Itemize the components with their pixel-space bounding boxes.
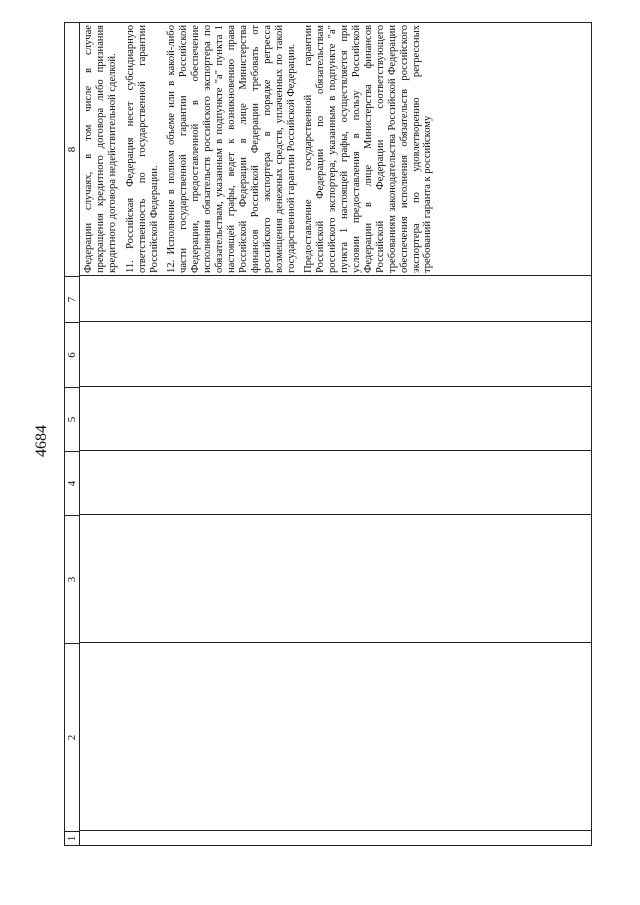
column-header-2: 2	[65, 643, 79, 831]
column-divider	[79, 830, 591, 831]
paragraph-12: 12. Исполнение в полном объеме или в какой-либо части государственной гарантии Российской Федерации, предоставленной в обеспечение исполнения обязательств российского экспортера по обязательствам, указанным в подпункте "а" пункта 1 настоящей графы, ведет к возникновению права Российской Федерации в лице Министерства финансов Российской Федерации требовать от российского экспортера в порядке регресса возмещения денежных средств, уплаченных по такой государственной гарантии Российской Федерации.	[166, 25, 297, 273]
column-header-7: 7	[65, 276, 79, 322]
column-header-8: 8	[66, 146, 78, 153]
column-header-3: 3	[65, 515, 79, 643]
data-table	[64, 22, 592, 846]
rotated-table-sheet	[64, 22, 592, 846]
column-divider	[79, 321, 591, 322]
column-divider	[79, 386, 591, 387]
page-number: 4684	[33, 425, 50, 457]
paragraph: Федерации случаях, в том числе в случае прекращения кредитного договора либо признания кредитного договора недействительной сделкой.	[83, 25, 118, 273]
column-8-text	[83, 25, 440, 273]
column-header-6: 6	[65, 322, 79, 387]
column-header-1: 1	[65, 831, 79, 845]
column-divider	[79, 275, 591, 276]
paragraph: Предоставление государственной гарантии Российской Федерации по обязательствам российского экспортера, указанным в подпункте "а" пункта 1 настоящей графы, осуществляется при условии предоставления в пользу Российской Федерации в лице Министерства финансов Российской Федерации соответствующего требованиям законодательства Российской Федерации обеспечения исполнения обязательств российского экспортера по удовлетворению регрессных требований гаранта к российскому	[303, 25, 434, 273]
column-header-5: 5	[65, 387, 79, 451]
column-header-4: 4	[65, 451, 79, 515]
column-divider	[79, 450, 591, 451]
column-divider	[79, 514, 591, 515]
table-header-row	[65, 23, 80, 845]
column-divider	[79, 642, 591, 643]
paragraph-11: 11. Российская Федерация несет субсидиарную ответственность по государственной гарантии Российской Федерации.	[124, 25, 160, 273]
